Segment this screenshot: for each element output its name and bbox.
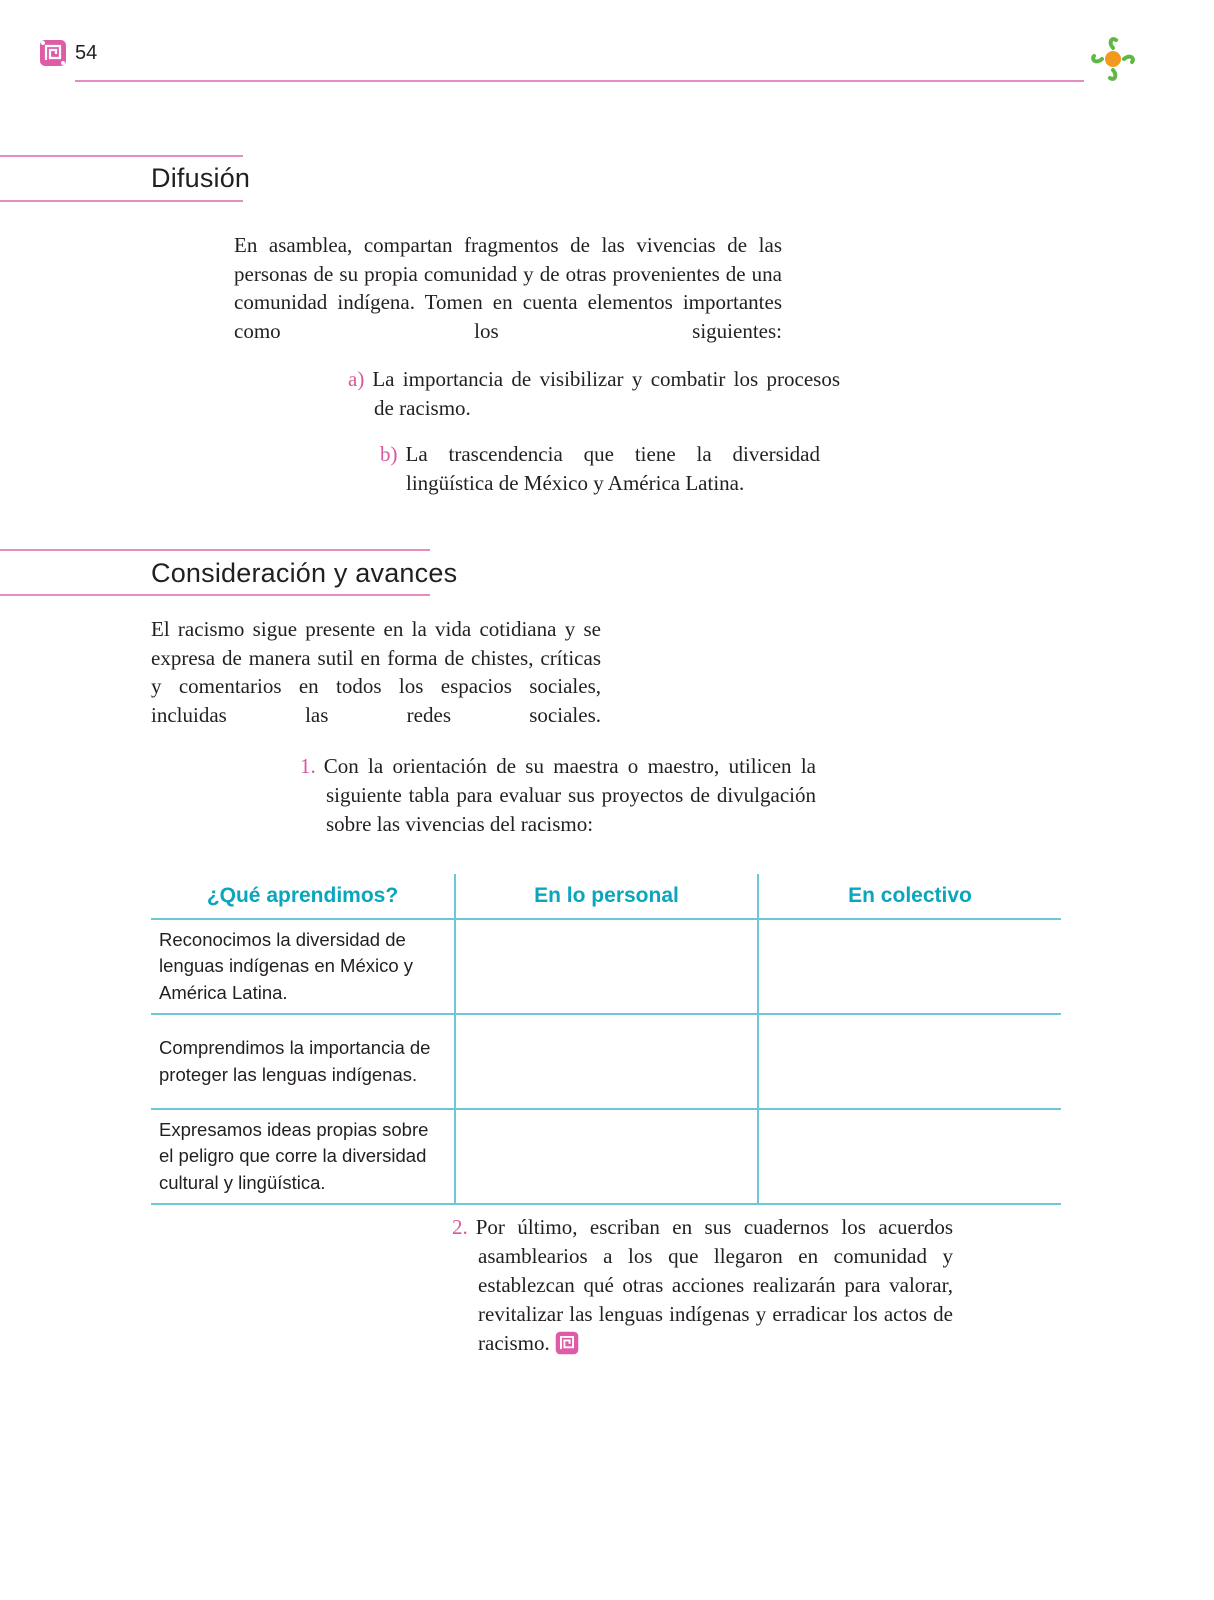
list-item-text: La trascendencia que tiene la diversidad lingüística de México y América Latina. bbox=[405, 442, 820, 495]
answer-cell-personal[interactable] bbox=[455, 1109, 758, 1204]
row-label: Expresamos ideas propias sobre el peligro que corre la diversidad cultural y lingüística. bbox=[151, 1109, 455, 1204]
page-number: 54 bbox=[75, 42, 98, 64]
table-header-row bbox=[151, 874, 1061, 919]
section-rule-bottom bbox=[0, 594, 430, 596]
answer-cell-colectivo[interactable] bbox=[758, 1109, 1061, 1204]
spiral-glyph-icon bbox=[38, 38, 68, 68]
list-item-a bbox=[348, 365, 840, 423]
table-row bbox=[151, 1014, 1061, 1109]
answer-cell-colectivo[interactable] bbox=[758, 919, 1061, 1014]
step-2 bbox=[452, 1213, 953, 1358]
consideracion-intro: El racismo sigue presente en la vida cotidiana y se expresa de manera sutil en forma de chistes, críticas y comentarios en todos los espacios sociales, incluidas las redes sociales. bbox=[151, 617, 601, 727]
header-divider bbox=[75, 80, 1084, 82]
table-row bbox=[151, 919, 1061, 1014]
step-number: 1. bbox=[300, 754, 316, 778]
step-text: Por último, escriban en sus cuadernos los acuerdos asamblearios a los que llegaron en comunidad y establezcan qué otras acciones realizarán para valorar, revitalizar las lenguas indígenas y erradicar los actos de racismo. bbox=[475, 1215, 953, 1355]
header-que-aprendimos: ¿Qué aprendimos? bbox=[151, 874, 455, 919]
row-label: Reconocimos la diversidad de lenguas indígenas en México y América Latina. bbox=[151, 919, 455, 1014]
list-item-text: La importancia de visibilizar y combatir los procesos de racismo. bbox=[372, 367, 840, 420]
section-rule-top bbox=[0, 549, 430, 551]
step-text: Con la orientación de su maestra o maestro, utilicen la siguiente tabla para evaluar sus proyectos de divulgación sobre las vivencias del racismo: bbox=[323, 754, 816, 836]
list-marker: b) bbox=[380, 442, 398, 466]
answer-cell-colectivo[interactable] bbox=[758, 1014, 1061, 1109]
section-rule-top bbox=[0, 155, 243, 157]
answer-cell-personal[interactable] bbox=[455, 1014, 758, 1109]
section-title-consideracion: Consideración y avances bbox=[151, 558, 458, 588]
spiral-glyph-icon bbox=[554, 1330, 580, 1356]
list-item-b bbox=[380, 440, 820, 498]
row-label: Comprendimos la importancia de proteger las lenguas indígenas. bbox=[151, 1014, 455, 1109]
answer-cell-personal[interactable] bbox=[455, 919, 758, 1014]
section-rule-bottom bbox=[0, 200, 243, 202]
header-en-lo-personal: En lo personal bbox=[455, 874, 758, 919]
step-number: 2. bbox=[452, 1215, 468, 1239]
section-title-difusion: Difusión bbox=[151, 163, 251, 193]
flower-emblem-icon bbox=[1088, 34, 1138, 84]
table-row bbox=[151, 1109, 1061, 1204]
list-marker: a) bbox=[348, 367, 365, 391]
evaluation-table bbox=[151, 874, 1061, 1205]
difusion-intro: En asamblea, compartan fragmentos de las vivencias de las personas de su propia comunidad y de otras provenientes de una comunidad indígena. Tomen en cuenta elementos importantes como los siguientes: bbox=[234, 233, 782, 343]
step-1 bbox=[300, 752, 816, 839]
header-en-colectivo: En colectivo bbox=[758, 874, 1061, 919]
